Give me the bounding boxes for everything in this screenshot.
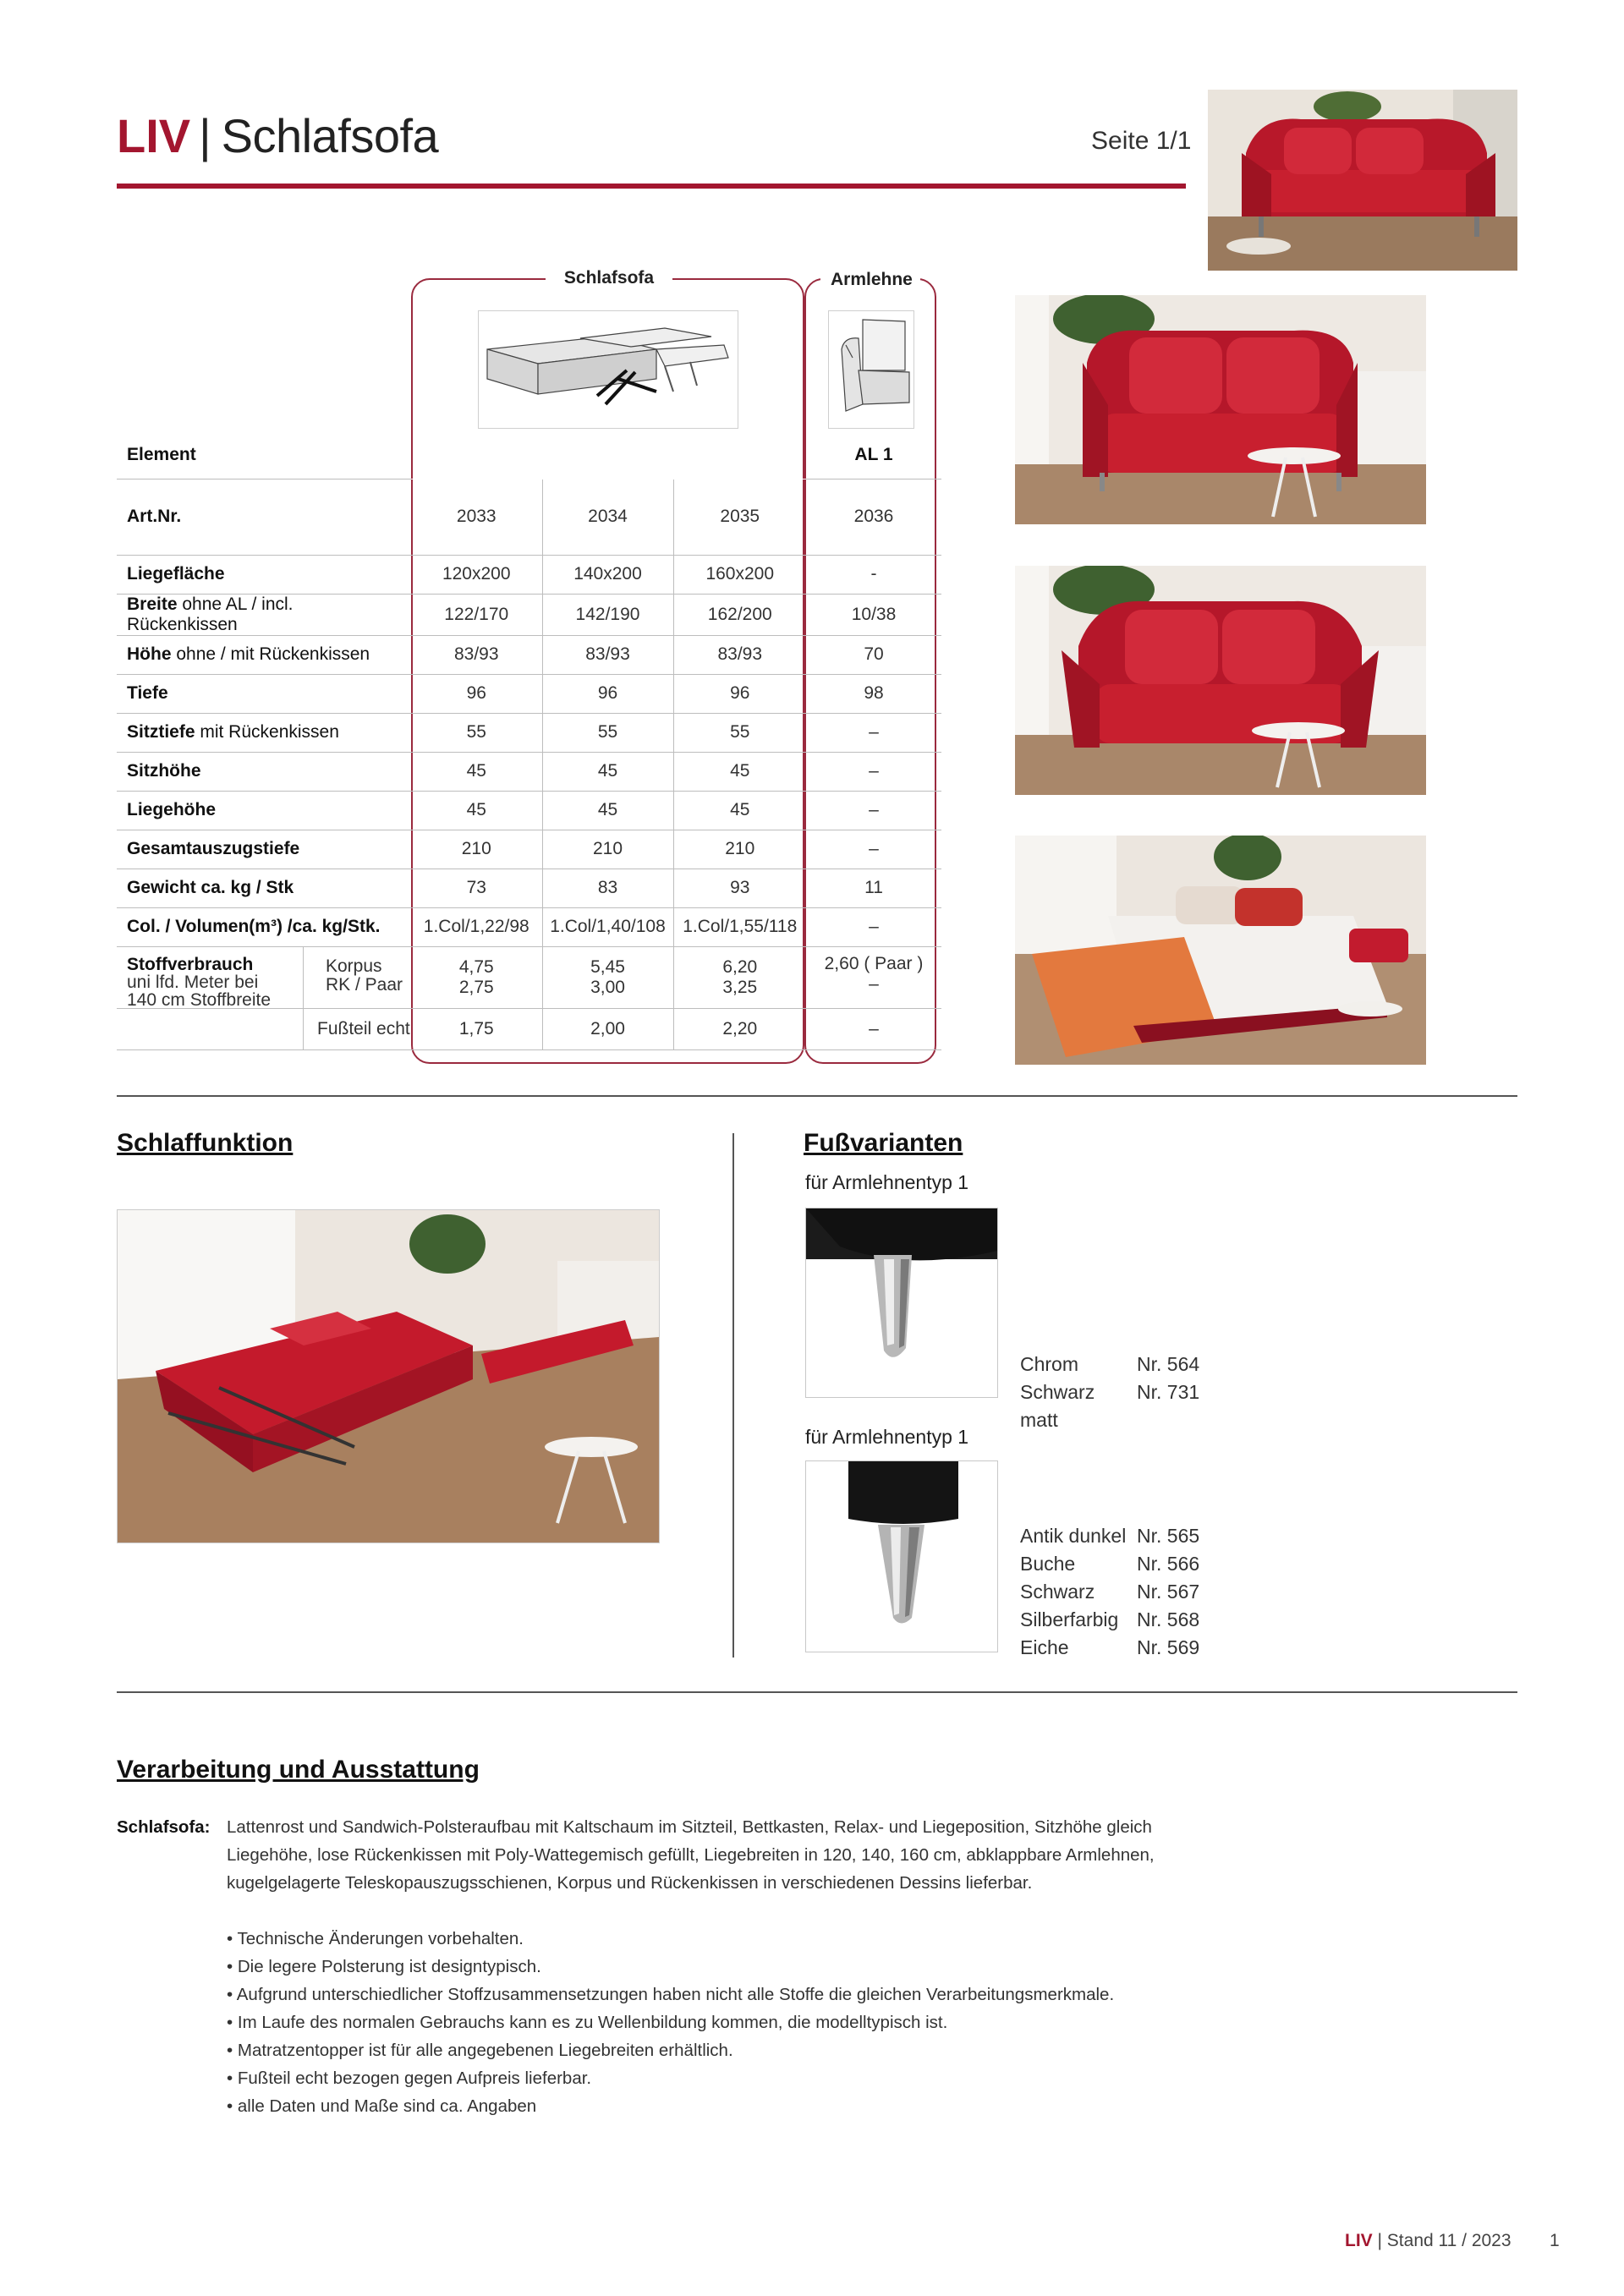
row-label-main: Höhe bbox=[127, 644, 172, 664]
table-row-stoff bbox=[117, 946, 941, 1008]
list-item bbox=[1020, 1634, 1199, 1662]
verarbeitung-title: Verarbeitung und Ausstattung bbox=[117, 1756, 480, 1784]
fussteil-label-cell bbox=[117, 1008, 411, 1049]
list-item: • Die legere Polsterung ist designtypisch. bbox=[227, 1957, 541, 1976]
stoff-sub-korpus bbox=[303, 947, 403, 1008]
foot-variant-nr: Nr. 564 bbox=[1137, 1353, 1200, 1375]
table-row bbox=[117, 594, 941, 635]
sofa-photo-bed bbox=[1015, 836, 1426, 1065]
armlehne-drawing bbox=[828, 310, 914, 429]
description-line: Liegehöhe, lose Rückenkissen mit Poly-Wattegemisch gefüllt, Liegebreiten in 120, 140, 160 cm, abklappbare Armlehnen, bbox=[227, 1845, 1155, 1865]
table-cell: 55 bbox=[673, 713, 806, 752]
row-label-main: Breite bbox=[127, 594, 178, 614]
foot-variant-nr: Nr. 731 bbox=[1137, 1381, 1200, 1403]
table-cell: 10/38 bbox=[806, 594, 941, 635]
group-label-schlafsofa: Schlafsofa bbox=[546, 268, 672, 288]
list-item: • Matratzentopper ist für alle angegebenen Liegebreiten erhältlich. bbox=[227, 2041, 733, 2060]
table-row bbox=[117, 869, 941, 907]
stoff-label-line2: uni lfd. Meter bei bbox=[127, 972, 259, 992]
foot-variant-nr: Nr. 568 bbox=[1137, 1608, 1200, 1630]
table-cell: – bbox=[806, 752, 941, 791]
sofa-photo-hero bbox=[1208, 90, 1517, 271]
stoff-label-cell bbox=[117, 946, 411, 1008]
page-indicator: Seite 1/1 bbox=[1091, 127, 1192, 155]
foot-variant-name: Eiche bbox=[1020, 1636, 1069, 1658]
table-cell: 45 bbox=[411, 752, 542, 791]
stoff-label bbox=[117, 947, 303, 1008]
schlaffunktion-photo bbox=[117, 1209, 660, 1543]
row-label bbox=[117, 555, 411, 594]
table-cell: 45 bbox=[673, 791, 806, 830]
table-cell: – bbox=[806, 713, 941, 752]
table-cell: 55 bbox=[411, 713, 542, 752]
list-item bbox=[1020, 1578, 1199, 1606]
foot-chrome-image bbox=[805, 1208, 998, 1398]
table-cell: 122/170 bbox=[411, 594, 542, 635]
row-label-main: Liegefläche bbox=[127, 564, 225, 584]
foot-group1-list bbox=[1020, 1351, 1199, 1434]
schlafsofa-drawing bbox=[478, 310, 738, 429]
element-arm: AL 1 bbox=[806, 431, 941, 479]
list-item bbox=[1020, 1606, 1199, 1634]
list-item: • Aufgrund unterschiedlicher Stoffzusammensetzungen haben nicht alle Stoffe die gleichen Verarbeitungsmerkmale. bbox=[227, 1985, 1115, 2004]
foot-variant-name: Schwarz bbox=[1020, 1581, 1095, 1603]
foot-variant-nr: Nr. 567 bbox=[1137, 1581, 1200, 1603]
foot-variant-nr: Nr. 569 bbox=[1137, 1636, 1200, 1658]
foot-variant-nr: Nr. 566 bbox=[1137, 1553, 1200, 1575]
table-cell: 210 bbox=[673, 830, 806, 869]
row-label-main: Tiefe bbox=[127, 683, 168, 703]
stoff-sub-rk-label: RK / Paar bbox=[326, 974, 403, 995]
title-separator: | bbox=[199, 109, 211, 162]
list-item: • Im Laufe des normalen Gebrauchs kann es zu Wellenbildung kommen, die modelltypisch ist. bbox=[227, 2013, 948, 2032]
stoff-cell bbox=[411, 946, 542, 1008]
table-row-fussteil bbox=[117, 1008, 941, 1049]
table-cell: 160x200 bbox=[673, 555, 806, 594]
stoff-cell bbox=[542, 946, 673, 1008]
foot-group2-label: für Armlehnentyp 1 bbox=[805, 1426, 969, 1448]
artnr-label: Art.Nr. bbox=[117, 479, 411, 555]
section-divider bbox=[117, 1691, 1517, 1693]
row-label bbox=[117, 635, 411, 674]
table-cell: 210 bbox=[542, 830, 673, 869]
foot-variant-name: Buche bbox=[1020, 1553, 1076, 1575]
table-row bbox=[117, 713, 941, 752]
fussvarianten-title: Fußvarianten bbox=[804, 1129, 963, 1157]
fussteil-cell: 2,00 bbox=[542, 1008, 673, 1049]
table-cell: 73 bbox=[411, 869, 542, 907]
stoff-label-title: Stoffverbrauch bbox=[127, 954, 254, 974]
table-cell: 162/200 bbox=[673, 594, 806, 635]
table-row bbox=[117, 791, 941, 830]
row-label bbox=[117, 869, 411, 907]
row-label-detail: ohne AL / incl. Rückenkissen bbox=[127, 594, 294, 634]
table-cell: – bbox=[806, 830, 941, 869]
stoff-rk-value: – bbox=[869, 973, 879, 994]
row-label bbox=[117, 713, 411, 752]
page-title bbox=[117, 108, 438, 164]
table-cell: 210 bbox=[411, 830, 542, 869]
table-cell: 70 bbox=[806, 635, 941, 674]
table-cell: 83 bbox=[542, 869, 673, 907]
stoff-rk-value: 3,00 bbox=[590, 977, 625, 997]
stoff-korpus-value: 4,75 bbox=[458, 956, 494, 977]
table-cell: 45 bbox=[542, 752, 673, 791]
table-row bbox=[117, 752, 941, 791]
artnr-cell: 2036 bbox=[806, 479, 941, 555]
table-cell: 93 bbox=[673, 869, 806, 907]
column-divider bbox=[732, 1133, 734, 1658]
stoff-korpus-value: 5,45 bbox=[590, 956, 625, 977]
stoff-cell bbox=[806, 946, 941, 1008]
table-row bbox=[117, 830, 941, 869]
table-cell: 1.Col/1,40/108 bbox=[542, 907, 673, 946]
spec-table bbox=[117, 431, 941, 1050]
list-item bbox=[1020, 1378, 1199, 1434]
table-cell: 96 bbox=[411, 674, 542, 713]
foot-variant-name: Silberfarbig bbox=[1020, 1608, 1119, 1630]
row-label-main: Liegehöhe bbox=[127, 800, 217, 819]
footer-date: | Stand 11 / 2023 bbox=[1377, 2231, 1512, 2250]
table-cell: 45 bbox=[542, 791, 673, 830]
table-cell: 83/93 bbox=[411, 635, 542, 674]
product-type: Schlafsofa bbox=[221, 109, 439, 162]
row-label-detail: mit Rückenkissen bbox=[195, 722, 339, 742]
foot-group2-list bbox=[1020, 1522, 1199, 1662]
artnr-cell: 2033 bbox=[411, 479, 542, 555]
stoff-rk-value: 2,75 bbox=[458, 977, 494, 997]
list-item bbox=[1020, 1550, 1199, 1578]
footer-page-number: 1 bbox=[1550, 2231, 1560, 2250]
table-cell: 142/190 bbox=[542, 594, 673, 635]
row-label-detail: ohne / mit Rückenkissen bbox=[171, 644, 370, 664]
row-label-main: Gesamtauszugstiefe bbox=[127, 839, 300, 858]
table-cell: – bbox=[806, 907, 941, 946]
table-cell: 55 bbox=[542, 713, 673, 752]
list-item: • Fußteil echt bezogen gegen Aufpreis lieferbar. bbox=[227, 2069, 592, 2088]
row-label bbox=[117, 594, 411, 635]
description-line: kugelgelagerte Teleskopauszugsschienen, Korpus und Rückenkissen in verschiedenen Dessins lieferbar. bbox=[227, 1873, 1033, 1893]
group-label-armlehne: Armlehne bbox=[820, 270, 920, 290]
table-cell: 96 bbox=[673, 674, 806, 713]
table-cell: 83/93 bbox=[673, 635, 806, 674]
fussteil-cell: 1,75 bbox=[411, 1008, 542, 1049]
table-cell: 98 bbox=[806, 674, 941, 713]
stoff-sub-korpus-label: Korpus bbox=[326, 956, 382, 976]
table-cell: 1.Col/1,55/118 bbox=[673, 907, 806, 946]
table-cell: 45 bbox=[411, 791, 542, 830]
brand-name: LIV bbox=[117, 109, 191, 162]
sofa-photo-1 bbox=[1015, 295, 1426, 524]
table-cell: 1.Col/1,22/98 bbox=[411, 907, 542, 946]
table-cell: – bbox=[806, 791, 941, 830]
stoff-korpus-value: 2,60 ( Paar ) bbox=[824, 953, 924, 973]
verarbeitung-label: Schlafsofa: bbox=[117, 1817, 211, 1837]
table-row bbox=[117, 431, 941, 479]
foot-cone-image bbox=[805, 1460, 998, 1652]
table-cell: 140x200 bbox=[542, 555, 673, 594]
list-item bbox=[1020, 1351, 1199, 1378]
foot-variant-name: Schwarz matt bbox=[1020, 1381, 1095, 1431]
row-label bbox=[117, 907, 411, 946]
table-row bbox=[117, 555, 941, 594]
footer-stand bbox=[1345, 2231, 1512, 2251]
fussteil-label: Fußteil echt bbox=[303, 1009, 410, 1049]
list-item: • Technische Änderungen vorbehalten. bbox=[227, 1929, 524, 1948]
table-cell: 83/93 bbox=[542, 635, 673, 674]
notes-list bbox=[227, 1925, 1242, 2120]
row-label bbox=[117, 674, 411, 713]
stoff-label-line3: 140 cm Stoffbreite bbox=[127, 989, 272, 1010]
row-label-main: Sitztiefe bbox=[127, 722, 195, 742]
foot-variant-name: Antik dunkel bbox=[1020, 1525, 1127, 1547]
stoff-rk-value: 3,25 bbox=[722, 977, 758, 997]
table-cell: 11 bbox=[806, 869, 941, 907]
row-label bbox=[117, 752, 411, 791]
table-cell: 120x200 bbox=[411, 555, 542, 594]
row-label bbox=[117, 791, 411, 830]
description-line: Lattenrost und Sandwich-Polsteraufbau mit Kaltschaum im Sitzteil, Bettkasten, Relax- und Liegeposition, Sitzhöhe gleich bbox=[227, 1817, 1152, 1837]
row-label-main: Col. / Volumen(m³) /ca. kg/Stk. bbox=[127, 917, 381, 936]
row-label-main: Sitzhöhe bbox=[127, 761, 201, 781]
foot-variant-nr: Nr. 565 bbox=[1137, 1525, 1200, 1547]
header-rule bbox=[117, 184, 1186, 189]
stoff-korpus-value: 6,20 bbox=[722, 956, 758, 977]
row-label-main: Gewicht ca. kg / Stk bbox=[127, 878, 294, 897]
sofa-photo-2 bbox=[1015, 566, 1426, 795]
table-row bbox=[117, 674, 941, 713]
table-row bbox=[117, 479, 941, 555]
foot-variant-name: Chrom bbox=[1020, 1353, 1079, 1375]
schlaffunktion-title: Schlaffunktion bbox=[117, 1129, 294, 1157]
fussteil-cell: 2,20 bbox=[673, 1008, 806, 1049]
table-row bbox=[117, 907, 941, 946]
artnr-cell: 2034 bbox=[542, 479, 673, 555]
verarbeitung-description bbox=[227, 1813, 1157, 1897]
table-row bbox=[117, 635, 941, 674]
section-divider bbox=[117, 1095, 1517, 1097]
row-label bbox=[117, 830, 411, 869]
stoff-cell bbox=[673, 946, 806, 1008]
table-cell: 96 bbox=[542, 674, 673, 713]
list-item bbox=[1020, 1522, 1199, 1550]
table-cell: - bbox=[806, 555, 941, 594]
list-item: • alle Daten und Maße sind ca. Angaben bbox=[227, 2096, 537, 2116]
fussteil-cell: – bbox=[806, 1008, 941, 1049]
artnr-cell: 2035 bbox=[673, 479, 806, 555]
footer-brand: LIV bbox=[1345, 2231, 1373, 2250]
foot-group1-label: für Armlehnentyp 1 bbox=[805, 1171, 969, 1193]
element-label: Element bbox=[117, 431, 411, 479]
table-cell: 45 bbox=[673, 752, 806, 791]
